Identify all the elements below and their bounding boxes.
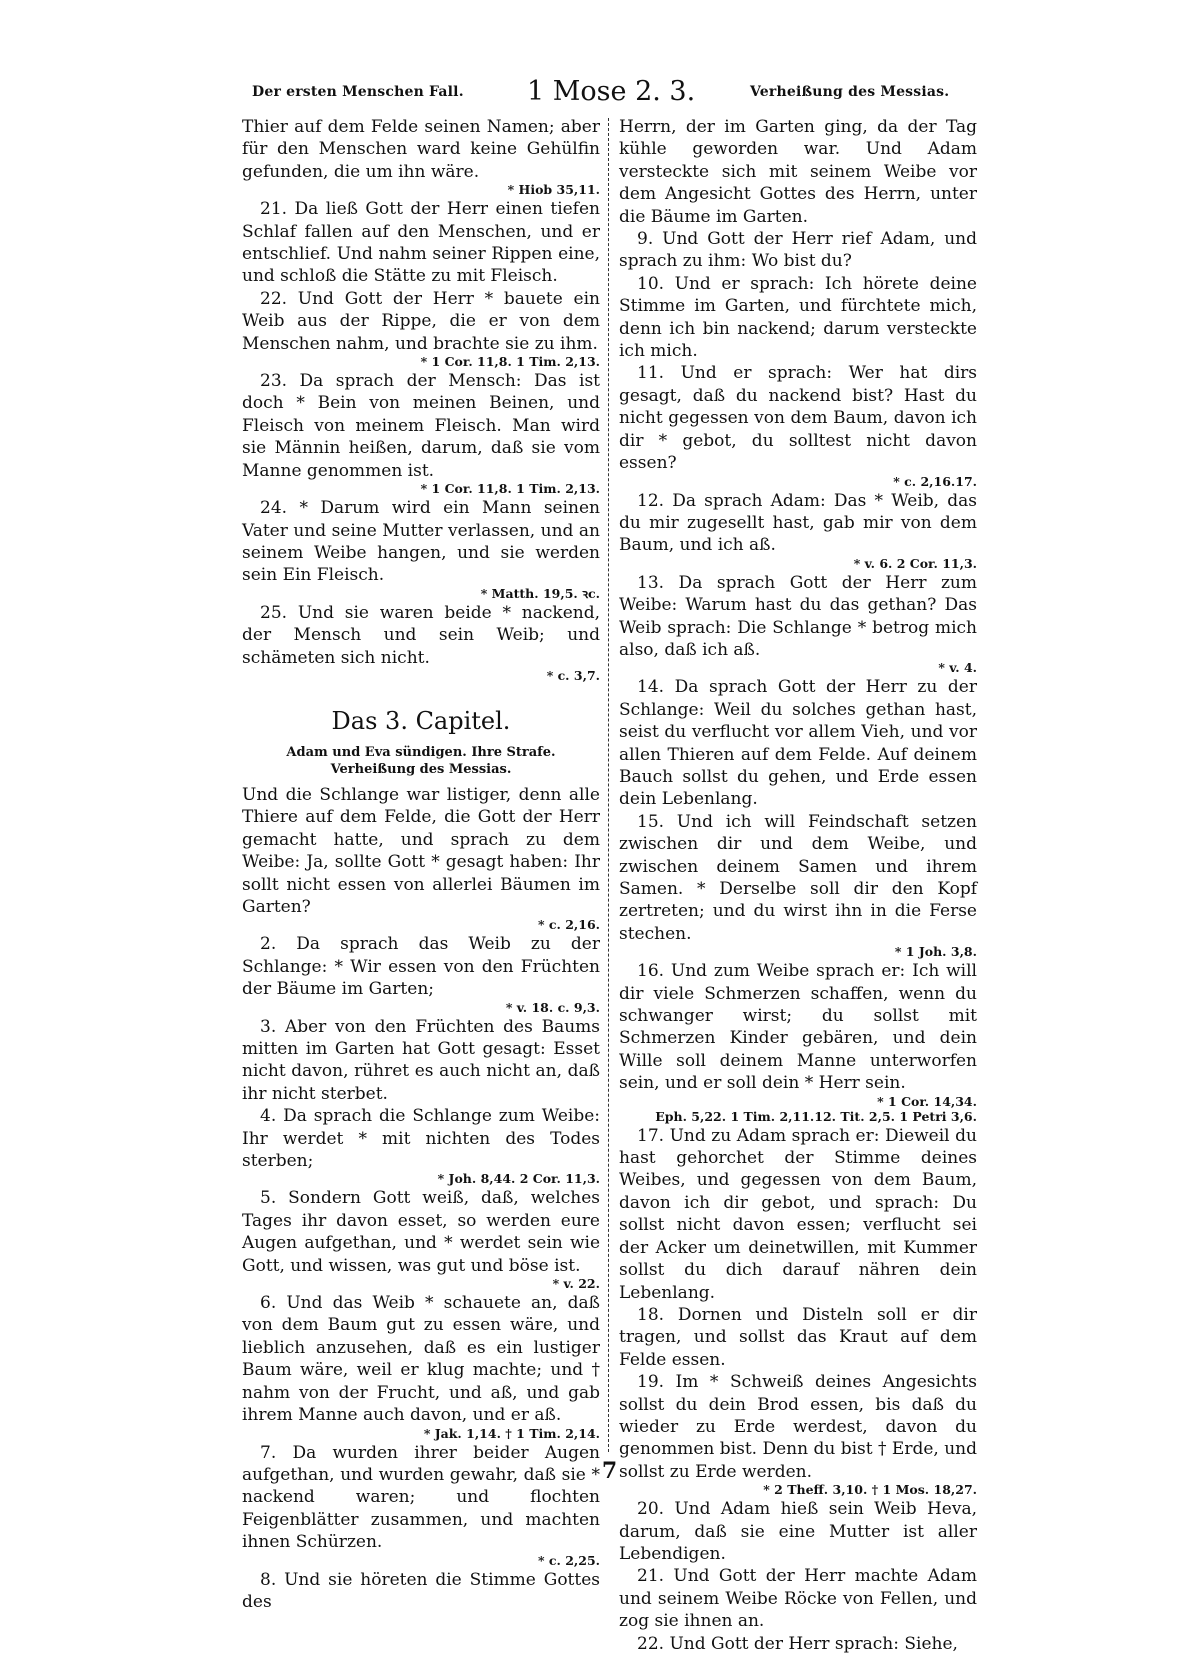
cross-reference: * 1 Joh. 3,8.	[894, 944, 977, 960]
verse-3-10: 10. Und er sprach: Ich hörete deine Stimme im Garten, und fürchtete mich, denn ich bin nackend; darum versteckte ich mich.	[619, 273, 977, 362]
cross-reference: * c. 2,16.	[538, 917, 600, 933]
verse-3-7: 7. Da wurden ihrer beider Augen aufgethan, und wurden gewahr, daß sie * nackend waren; und flochten Feigenblätter zusammen, und machten ihnen Schürzen.	[242, 1442, 600, 1553]
column-divider	[608, 118, 609, 1452]
verse-3-12: 12. Da sprach Adam: Das * Weib, das du mir zugesellt hast, gab mir von dem Baum, und ich aß.	[619, 490, 977, 556]
cross-reference: * v. 22.	[552, 1276, 600, 1292]
cross-reference: * Jak. 1,14. † 1 Tim. 2,14.	[423, 1425, 600, 1441]
verse-3-11: 11. Und er sprach: Wer hat dirs gesagt, daß du nackend bist? Hast du nicht gegessen von dem Baum, davon ich dir * gebot, du solltest nicht davon essen?	[619, 363, 977, 474]
verse-3-17: 17. Und zu Adam sprach er: Dieweil du hast gehorchet der Stimme deines Weibes, und gegessen von dem Baum, davon ich dir gebot, und sprach: Du sollst nicht davon essen; verflucht sei der Acker um deinetwillen, mit Kummer sollst du dich darauf nähren dein Lebenlang.	[619, 1125, 977, 1303]
header-right-caption: Verheißung des Messias.	[750, 84, 950, 100]
page-number: 7	[601, 1458, 618, 1484]
bible-page	[242, 74, 977, 1654]
cross-reference: * 2 Theff. 3,10. † 1 Mos. 18,27.	[763, 1482, 977, 1498]
cross-reference: * c. 2,25.	[538, 1552, 600, 1568]
verse-3-14: 14. Da sprach Gott der Herr zu der Schlange: Weil du solches gethan hast, seist du verflucht vor allem Vieh, und vor allen Thieren auf dem Felde. Auf deinem Bauch sollst du gehen, und Erde essen dein Lebenlang.	[619, 677, 977, 810]
chapter-title: Das 3. Capitel.	[331, 706, 511, 735]
verse-3-2: 2. Da sprach das Weib zu der Schlange: * Wir essen von den Früchten der Bäume im Garten;	[242, 934, 600, 1000]
text-columns	[242, 116, 977, 1654]
cross-reference: * v. 4.	[938, 660, 977, 676]
verse-2-23: 23. Da sprach der Mensch: Das ist doch * Bein von meinen Beinen, und Fleisch von meinem Fleisch. Man wird sie Männin heißen, darum, daß sie vom Manne genommen ist.	[242, 371, 600, 481]
verse-2-25: 25. Und sie waren beide * nackend, der Mensch und sein Weib; und schämeten sich nicht.	[242, 602, 600, 668]
header-book-chapter: 1 Mose 2. 3.	[527, 76, 696, 107]
chapter-summary: Adam und Eva sündigen. Ihre Strafe. Verheißung des Messias.	[286, 744, 556, 777]
cross-reference: * v. 6. 2 Cor. 11,3.	[853, 555, 977, 571]
cross-reference: * c. 2,16.17.	[893, 473, 977, 489]
verse-3-22: 22. Und Gott der Herr sprach: Siehe,	[637, 1633, 958, 1654]
verse-continuation: Herrn, der im Garten ging, da der Tag kühle geworden war. Und Adam versteckte sich mit seinem Weibe vor dem Angesicht Gottes des Herrn, unter die Bäume im Garten.	[619, 117, 977, 227]
verse-3-18: 18. Dornen und Disteln soll er dir tragen, und sollst das Kraut auf dem Felde essen.	[619, 1304, 977, 1370]
verse-3-3: 3. Aber von den Früchten des Baums mitten im Garten hat Gott gesagt: Esset nicht davon, rühret es auch nicht an, daß ihr nicht sterbet.	[242, 1016, 600, 1104]
verse-3-9: 9. Und Gott der Herr rief Adam, und sprach zu ihm: Wo bist du?	[619, 229, 977, 272]
cross-reference: * Matth. 19,5. ꝛc.	[480, 585, 600, 601]
verse-3-20: 20. Und Adam hieß sein Weib Heva, darum, daß sie eine Mutter ist aller Lebendigen.	[619, 1499, 977, 1564]
verse-3-19: 19. Im * Schweiß deines Angesichts sollst du dein Brod essen, bis daß du wieder zu Erde werdest, davon du genommen bist. Denn du bist † Erde, und sollst zu Erde werden.	[619, 1372, 977, 1482]
verse-continuation: Thier auf dem Felde seinen Namen; aber für den Menschen ward keine Gehülfin gefunden, die um ihn wäre.	[242, 117, 600, 182]
cross-reference: * 1 Cor. 11,8. 1 Tim. 2,13.	[420, 354, 600, 370]
cross-reference: * Hiob 35,11.	[507, 182, 600, 198]
cross-reference: * 1 Cor. 11,8. 1 Tim. 2,13.	[420, 481, 600, 497]
right-column	[619, 116, 977, 1654]
left-column	[242, 116, 600, 1612]
verse-3-15: 15. Und ich will Feindschaft setzen zwischen dir und dem Weibe, und zwischen deinem Samen und ihrem Samen. * Derselbe soll dir den Kopf zertreten; und du wirst ihn in die Ferse stechen.	[619, 811, 977, 944]
verse-2-21: 21. Da ließ Gott der Herr einen tiefen Schlaf fallen auf den Menschen, und er entschlief. Und nahm seiner Rippen eine, und schloß die Stätte zu mit Fleisch.	[242, 199, 600, 287]
cross-reference: * 1 Cor. 14,34.	[877, 1093, 977, 1109]
verse-3-5: 5. Sondern Gott weiß, daß, welches Tages ihr davon esset, so werden eure Augen aufgethan, und * werdet sein wie Gott, und wissen, was gut und böse ist.	[242, 1188, 600, 1276]
header-left-caption: Der ersten Menschen Fall.	[252, 84, 464, 100]
verse-3-21: 21. Und Gott der Herr machte Adam und seinem Weibe Röcke von Fellen, und zog sie ihnen an.	[619, 1566, 977, 1632]
verse-2-22: 22. Und Gott der Herr * bauete ein Weib aus der Rippe, die er von dem Menschen nahm, und brachte sie zu ihm.	[242, 288, 600, 354]
verse-3-8: 8. Und sie höreten die Stimme Gottes des	[242, 1569, 600, 1612]
cross-reference: Eph. 5,22. 1 Tim. 2,11.12. Tit. 2,5. 1 Petri 3,6.	[655, 1108, 977, 1124]
verse-3-1: Und die Schlange war listiger, denn alle Thiere auf dem Felde, die Gott der Herr gemacht hatte, und sprach zu dem Weibe: Ja, sollte Gott * gesagt haben: Ihr sollt nicht essen von allerlei Bäumen im Garten?	[242, 784, 600, 917]
verse-3-4: 4. Da sprach die Schlange zum Weibe: Ihr werdet * mit nichten des Todes sterben;	[242, 1106, 600, 1172]
cross-reference: * Joh. 8,44. 2 Cor. 11,3.	[437, 1171, 600, 1187]
running-header	[242, 74, 977, 114]
cross-reference: * v. 18. c. 9,3.	[505, 999, 600, 1015]
verse-3-6: 6. Und das Weib * schauete an, daß von dem Baum gut zu essen wäre, und lieblich anzusehen, daß es ein lustiger Baum wäre, weil er klug machte; und † nahm von der Frucht, und aß, und gab ihrem Manne auch davon, und er aß.	[242, 1293, 600, 1426]
verse-3-16: 16. Und zum Weibe sprach er: Ich will dir viele Schmerzen schaffen, wenn du schwanger wirst; du sollst mit Schmerzen Kinder gebären, und dein Wille soll deinem Manne unterworfen sein, und er soll dein * Herr sein.	[619, 961, 977, 1094]
cross-reference: * c. 3,7.	[546, 667, 600, 683]
verse-2-24: 24. * Darum wird ein Mann seinen Vater und seine Mutter verlassen, und an seinem Weibe hangen, und sie werden sein Ein Fleisch.	[242, 498, 600, 586]
verse-3-13: 13. Da sprach Gott der Herr zum Weibe: Warum hast du das gethan? Das Weib sprach: Die Schlange * betrog mich also, daß ich aß.	[619, 572, 977, 660]
